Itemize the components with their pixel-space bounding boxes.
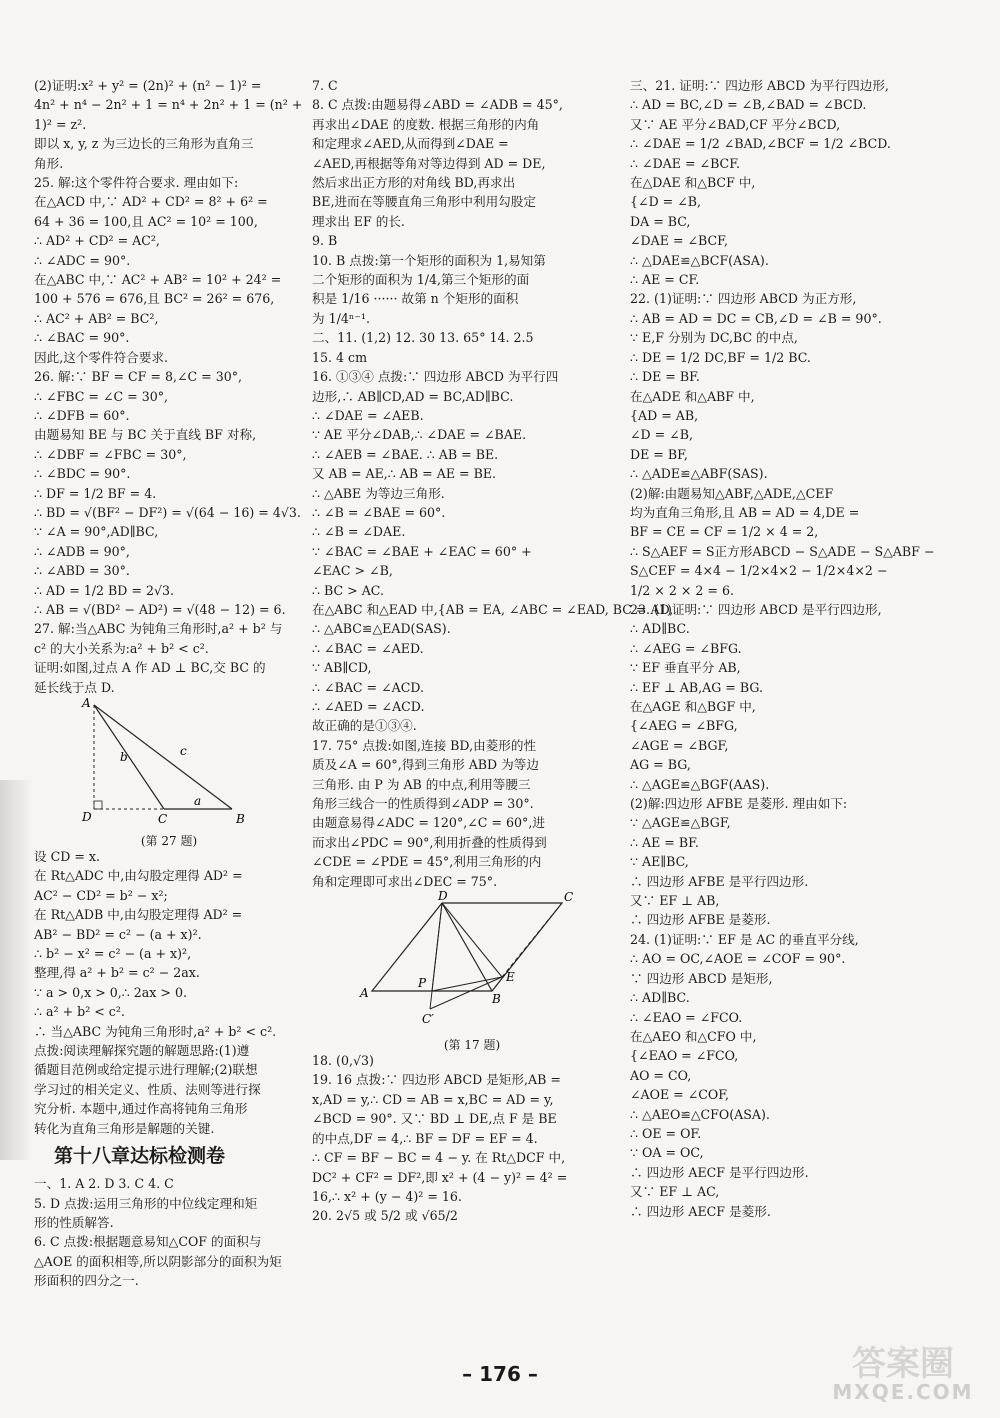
- text-line: 在△AEO 和△CFO 中,: [630, 1028, 757, 1044]
- text-line: 17. 75° 点拨:如图,连接 BD,由菱形的性: [312, 737, 537, 753]
- answer-block-24-27: [34, 76, 303, 697]
- text-line: 在△DAE 和△BCF 中,: [630, 175, 756, 191]
- text-line: ∵ 四边形 ABCD 是矩形,: [630, 970, 773, 986]
- text-line: 8. C 点拨:由题易得∠ABD = ∠ADB = 45°,: [312, 97, 563, 113]
- text-line: 又∵ AE 平分∠BAD,CF 平分∠BCD,: [630, 116, 841, 132]
- text-line: 27. 解:当△ABC 为钝角三角形时,a² + b² 与: [34, 621, 283, 637]
- text-line: ∴ AD∥BC.: [630, 621, 690, 637]
- text-line: ∴ DE = 1/2 DC,BF = 1/2 BC.: [630, 349, 811, 365]
- text-line: ∴ ∠FBC = ∠C = 30°,: [34, 388, 169, 404]
- label-C: C: [564, 890, 574, 905]
- text-line: 即以 x, y, z 为三边长的三角形为直角三: [34, 136, 254, 152]
- text-line: ∵ AB∥CD,: [312, 660, 372, 676]
- label-D: D: [82, 810, 92, 824]
- text-line: 1)² = z².: [34, 116, 87, 132]
- text-line: ∠AGE = ∠BGF,: [630, 737, 729, 753]
- figure-17: [342, 891, 602, 1051]
- text-line: ∴ ∠EAO = ∠FCO.: [630, 1009, 743, 1025]
- text-line: ∴ S△AEF = S正方形ABCD − S△ADE − S△ABF −: [630, 543, 935, 559]
- text-line: ∴ ∠ADB = 90°,: [34, 543, 130, 559]
- text-line: 又 AB = AE,∴ AB = AE = BE.: [312, 466, 497, 482]
- text-line: 二个矩形的面积为 1/4,第三个矩形的面: [312, 272, 530, 288]
- scan-edge-shadow: [0, 780, 34, 1160]
- text-line: ∴ AB = AD = DC = CB,∠D = ∠B = 90°.: [630, 310, 882, 326]
- text-line: ∴ ∠DFB = 60°.: [34, 407, 130, 423]
- triangle-diagram-27: [54, 697, 284, 827]
- text-line: 延长线于点 D.: [34, 679, 115, 695]
- text-line: 24. (1)证明:∵ EF 是 AC 的垂直平分线,: [630, 931, 859, 947]
- text-line: ∴ 四边形 AECF 是菱形.: [630, 1203, 771, 1219]
- text-line: 一、1. A 2. D 3. C 4. C: [34, 1176, 174, 1192]
- text-line: ∴ b² − x² = c² − (a + x)²,: [34, 946, 192, 962]
- text-line: 由题意易得∠ADC = 120°,∠C = 60°,进: [312, 815, 545, 831]
- section-title: 第十八章达标检测卷: [54, 1145, 226, 1168]
- text-line: 4n² + n⁴ − 2n² + 1 = n⁴ + 2n² + 1 = (n² +: [34, 97, 303, 113]
- text-line: AB² − BD² = c² − (a + x)².: [34, 926, 202, 942]
- figure-27: [54, 697, 284, 847]
- text-line: 在△AGE 和△BGF 中,: [630, 699, 756, 714]
- text-line: 又∵ EF ⊥ AB,: [630, 893, 720, 909]
- label-B: B: [236, 812, 245, 826]
- text-line: {∠AEG = ∠BFG,: [630, 718, 738, 734]
- label-c: c: [180, 744, 187, 758]
- text-line: 设 CD = x.: [34, 849, 100, 864]
- text-line: AO = CO,: [630, 1067, 692, 1083]
- text-line: ∠EAC > ∠B,: [312, 563, 393, 579]
- text-line: 26. 解:∵ BF = CF = 8,∠C = 30°,: [34, 369, 243, 385]
- text-line: ∴ 四边形 AFBE 是平行四边形.: [630, 873, 809, 889]
- rhombus-diagram-17: [342, 891, 602, 1031]
- text-line: ∴ EF ⊥ AB,AG = BG.: [630, 679, 763, 695]
- text-line: DC² + CF² = DF²,即 x² + (4 − y)² = 4² =: [312, 1169, 568, 1185]
- text-line: DA = BC,: [630, 213, 691, 229]
- text-line: ∴ AB = √(BD² − AD²) = √(48 − 12) = 6.: [34, 601, 286, 617]
- text-line: ∴ ∠BDC = 90°.: [34, 466, 131, 482]
- text-line: ∴ ∠BAC = ∠AED.: [312, 640, 424, 656]
- answer-block-ch18-1-6: [34, 1174, 296, 1290]
- text-line: {∠EAO = ∠FCO,: [630, 1048, 739, 1064]
- text-line: 为 1/4ⁿ⁻¹.: [312, 310, 371, 326]
- text-line: ∠BCD = 90°. 又∵ BD ⊥ DE,点 F 是 BE: [312, 1111, 557, 1127]
- label-A: A: [360, 986, 369, 1001]
- text-line: ∴ ∠ADC = 90°.: [34, 252, 131, 268]
- text-line: 25. 解:这个零件符合要求. 理由如下:: [34, 175, 239, 191]
- text-line: ∴ ∠DAE = ∠AEB.: [312, 407, 424, 423]
- text-line: ∠DAE = ∠BCF,: [630, 233, 728, 249]
- text-line: (2)证明:x² + y² = (2n)² + (n² − 1)² =: [34, 78, 262, 93]
- text-line: ∴ AD = BC,∠D = ∠B,∠BAD = ∠BCD.: [630, 97, 867, 113]
- text-line: ∴ △ADE≌△ABF(SAS).: [630, 466, 768, 482]
- text-line: 边形,∴ AB∥CD,AD = BC,AD∥BC.: [312, 388, 514, 404]
- text-line: ∴ CF = BF − BC = 4 − y. 在 Rt△DCF 中,: [312, 1150, 566, 1166]
- text-line: ∴ a² + b² < c².: [34, 1004, 125, 1020]
- watermark-url: MXQE.COM: [832, 1380, 974, 1404]
- text-line: 15. 4 cm: [312, 349, 368, 365]
- text-line: 学习过的相关定义、性质、法则等进行探: [34, 1081, 261, 1097]
- text-line: 20. 2√5 或 5/2 或 √65/2: [312, 1208, 458, 1224]
- text-line: c² 的大小关系为:a² + b² < c².: [34, 640, 209, 656]
- text-line: 在 Rt△ADC 中,由勾股定理得 AD² =: [34, 868, 243, 884]
- answer-block-21-24: [630, 76, 935, 1221]
- text-line: 16,∴ x² + (y − 4)² = 16.: [312, 1188, 462, 1204]
- text-line: ∴ AO = OC,∠AOE = ∠COF = 90°.: [630, 951, 846, 967]
- text-line: AC² − CD² = b² − x²;: [34, 887, 168, 903]
- label-A: A: [82, 696, 91, 710]
- text-line: 6. C 点拨:根据题意易知△COF 的面积与: [34, 1234, 262, 1250]
- text-line: ∵ E,F 分别为 DC,BC 的中点,: [630, 330, 798, 346]
- text-line: 在△ACD 中,∵ AD² + CD² = 8² + 6² =: [34, 194, 268, 210]
- text-line: 究分析. 本题中,通过作高将钝角三角形: [34, 1101, 248, 1117]
- text-line: 三、21. 证明:∵ 四边形 ABCD 为平行四边形,: [630, 78, 889, 93]
- text-line: {∠D = ∠B,: [630, 194, 702, 210]
- text-line: 16. ①③④ 点拨:∵ 四边形 ABCD 为平行四: [312, 369, 559, 385]
- text-line: 故正确的是①③④.: [312, 718, 417, 734]
- label-a: a: [194, 794, 202, 808]
- text-line: BE,进而在等腰直角三角形中利用勾股定: [312, 194, 536, 210]
- text-line: ∵ OA = OC,: [630, 1145, 704, 1161]
- text-line: ∴ AC² + AB² = BC²,: [34, 310, 159, 326]
- text-line: ∠D = ∠B,: [630, 427, 694, 443]
- text-line: 5. D 点拨:运用三角形的中位线定理和矩: [34, 1195, 258, 1211]
- text-line: ∵ ∠A = 90°,AD∥BC,: [34, 524, 159, 540]
- text-line: 然后求出正方形的对角线 BD,再求出: [312, 175, 516, 191]
- text-line: ∴ ∠AEB = ∠BAE. ∴ AB = BE.: [312, 446, 499, 462]
- text-line: 在△ABC 和△EAD 中,{AB = EA, ∠ABC = ∠EAD, BC = AD,: [312, 601, 674, 617]
- text-line: 在△ABC 中,∵ AC² + AB² = 10² + 24² =: [34, 272, 282, 288]
- text-line: x,AD = y,∴ CD = AB = x,BC = AD = y,: [312, 1091, 554, 1107]
- column-left: [34, 76, 303, 1291]
- label-P: P: [418, 976, 427, 991]
- figure-27-caption: (第 27 题): [140, 834, 198, 849]
- text-line: S△CEF = 4×4 − 1/2×4×2 − 1/2×4×2 −: [630, 563, 888, 579]
- text-line: 理求出 EF 的长.: [312, 213, 405, 229]
- text-line: ∴ 四边形 AECF 是平行四边形.: [630, 1164, 809, 1180]
- text-line: ∠AOE = ∠COF,: [630, 1087, 730, 1103]
- figure-17-caption: (第 17 题): [443, 1038, 501, 1053]
- text-line: (2)解:四边形 AFBE 是菱形. 理由如下:: [630, 796, 848, 812]
- text-line: 循题目范例或给定提示进行理解;(2)联想: [34, 1062, 258, 1078]
- text-line: ∴ ∠AEG = ∠BFG.: [630, 640, 742, 656]
- text-line: ∴ △ABC≌△EAD(SAS).: [312, 621, 451, 637]
- text-line: 证明:如图,过点 A 作 AD ⊥ BC,交 BC 的: [34, 660, 266, 676]
- text-line: ∴ DF = 1/2 BF = 4.: [34, 485, 157, 501]
- text-line: 9. B: [312, 233, 338, 249]
- text-line: 点拨:阅读理解探究题的解题思路:(1)遵: [34, 1043, 250, 1059]
- text-line: ∴ ∠AED = ∠ACD.: [312, 699, 425, 714]
- column-right: [630, 76, 935, 1221]
- label-b: b: [120, 750, 128, 764]
- text-line: ∴ ∠DAE = 1/2 ∠BAD,∠BCF = 1/2 ∠BCD.: [630, 136, 891, 152]
- text-line: ∴ AE = BF.: [630, 834, 699, 850]
- text-line: 18. (0,√3): [312, 1053, 374, 1069]
- text-line: 转化为直角三角形是解题的关键.: [34, 1120, 215, 1136]
- text-line: ∴ AD∥BC.: [630, 990, 690, 1006]
- text-line: 角和定理即可求出∠DEC = 75°.: [312, 873, 498, 889]
- label-E: E: [506, 970, 515, 985]
- text-line: 10. B 点拨:第一个矩形的面积为 1,易知第: [312, 252, 546, 268]
- text-line: DE = BF,: [630, 446, 688, 462]
- text-line: ∴ ∠BAC = ∠ACD.: [312, 679, 425, 695]
- text-line: ∵ EF 垂直平分 AB,: [630, 660, 741, 676]
- text-line: ∴ BC > AC.: [312, 582, 384, 598]
- text-line: BF = CE = CF = 1/2 × 4 = 2,: [630, 524, 819, 540]
- text-line: 7. C: [312, 78, 338, 93]
- text-line: 三角形. 由 P 为 AB 的中点,利用等腰三: [312, 776, 531, 792]
- text-line: 由题易知 BE 与 BC 关于直线 BF 对称,: [34, 427, 257, 443]
- text-line: 而求出∠PDC = 90°,利用折叠的性质得到: [312, 834, 547, 850]
- watermark-cn: 答案圈: [852, 1344, 954, 1384]
- text-line: ∴ ∠DBF = ∠FBC = 30°,: [34, 446, 187, 462]
- text-line: (2)解:由题易知△ABF,△ADE,△CEF: [630, 485, 834, 501]
- text-line: ∴ ∠BAC = 90°.: [34, 330, 130, 346]
- text-line: 二、11. (1,2) 12. 30 13. 65° 14. 2.5: [312, 330, 534, 346]
- answer-block-27-cont: [34, 847, 296, 1138]
- text-line: ∴ ∠B = ∠DAE.: [312, 524, 406, 540]
- text-line: 又∵ EF ⊥ AC,: [630, 1184, 720, 1200]
- label-B: B: [492, 992, 501, 1007]
- text-line: 19. 16 点拨:∵ 四边形 ABCD 是矩形,AB =: [312, 1072, 561, 1088]
- text-line: 1/2 × 2 × 2 = 6.: [630, 582, 734, 598]
- answer-block-18-20: [312, 1051, 612, 1226]
- text-line: ∴ ∠DAE = ∠BCF.: [630, 155, 740, 171]
- text-line: ∴ △AGE≌△BGF(AAS).: [630, 776, 770, 792]
- text-line: ∴ 当△ABC 为钝角三角形时,a² + b² < c².: [34, 1023, 277, 1039]
- text-line: 在△ADE 和△ABF 中,: [630, 388, 755, 404]
- text-line: ∴ ∠B = ∠BAE = 60°.: [312, 504, 446, 520]
- text-line: 因此,这个零件符合要求.: [34, 349, 168, 365]
- label-C-prime: C′: [422, 1012, 434, 1027]
- label-C: C: [158, 812, 168, 826]
- text-line: 形面积的四分之一.: [34, 1273, 139, 1289]
- text-line: 的中点,DF = 4,∴ BF = DF = EF = 4.: [312, 1130, 538, 1146]
- text-line: △AOE 的面积相等,所以阴影部分的面积为矩: [34, 1253, 282, 1269]
- text-line: 质及∠A = 60°,得到三角形 ABD 为等边: [312, 757, 539, 773]
- label-D: D: [438, 889, 448, 904]
- text-line: {AD = AB,: [630, 407, 699, 423]
- text-line: 均为直角三角形,且 AB = AD = 4,DE =: [630, 504, 860, 520]
- text-line: 积是 1/16 ······ 故第 n 个矩形的面积: [312, 291, 519, 307]
- text-line: ∴ AD = 1/2 BD = 2√3.: [34, 582, 175, 598]
- text-line: ∴ AD² + CD² = AC²,: [34, 233, 160, 249]
- text-line: ∴ △ABE 为等边三角形.: [312, 485, 445, 501]
- text-line: ∴ BD = √(BF² − DF²) = √(64 − 16) = 4√3.: [34, 504, 301, 520]
- text-line: ∵ AE∥BC,: [630, 854, 689, 870]
- text-line: ∠AED,再根据等角对等边得到 AD = DE,: [312, 155, 546, 171]
- text-line: ∵ △AGE≌△BGF,: [630, 815, 731, 831]
- text-line: 角形三线合一的性质得到∠ADP = 30°.: [312, 796, 534, 812]
- text-line: ∴ 四边形 AFBE 是菱形.: [630, 912, 771, 928]
- text-line: 64 + 36 = 100,且 AC² = 10² = 100,: [34, 213, 258, 229]
- text-line: 100 + 576 = 676,且 BC² = 26² = 676,: [34, 291, 275, 307]
- text-line: 和定理求∠AED,从而得到∠DAE =: [312, 136, 509, 152]
- text-line: ∵ AE 平分∠DAB,∴ ∠DAE = ∠BAE.: [312, 427, 527, 443]
- text-line: 23. (1)证明:∵ 四边形 ABCD 是平行四边形,: [630, 601, 882, 617]
- text-line: ∵ ∠BAC = ∠BAE + ∠EAC = 60° +: [312, 543, 532, 559]
- text-line: ∠CDE = ∠PDE = 45°,利用三角形的内: [312, 854, 542, 870]
- text-line: ∴ △DAE≌△BCF(ASA).: [630, 252, 769, 268]
- text-line: 在 Rt△ADB 中,由勾股定理得 AD² =: [34, 907, 243, 923]
- text-line: 形的性质解答.: [34, 1214, 114, 1230]
- text-line: 整理,得 a² + b² = c² − 2ax.: [34, 965, 200, 981]
- watermark-logo: [828, 1336, 978, 1406]
- text-line: 角形.: [34, 155, 64, 171]
- text-line: AG = BG,: [630, 757, 691, 773]
- text-line: ∵ a > 0,x > 0,∴ 2ax > 0.: [34, 984, 187, 1000]
- text-line: ∴ OE = OF.: [630, 1125, 702, 1141]
- text-line: 22. (1)证明:∵ 四边形 ABCD 为正方形,: [630, 291, 857, 307]
- text-line: 再求出∠DAE 的度数. 根据三角形的内角: [312, 116, 540, 132]
- page-number: – 176 –: [462, 1362, 538, 1386]
- text-line: ∴ △AEO≌△CFO(ASA).: [630, 1106, 770, 1122]
- text-line: ∴ DE = BF.: [630, 369, 700, 385]
- text-line: ∴ AE = CF.: [630, 272, 700, 288]
- text-line: ∴ ∠ABD = 30°.: [34, 563, 130, 579]
